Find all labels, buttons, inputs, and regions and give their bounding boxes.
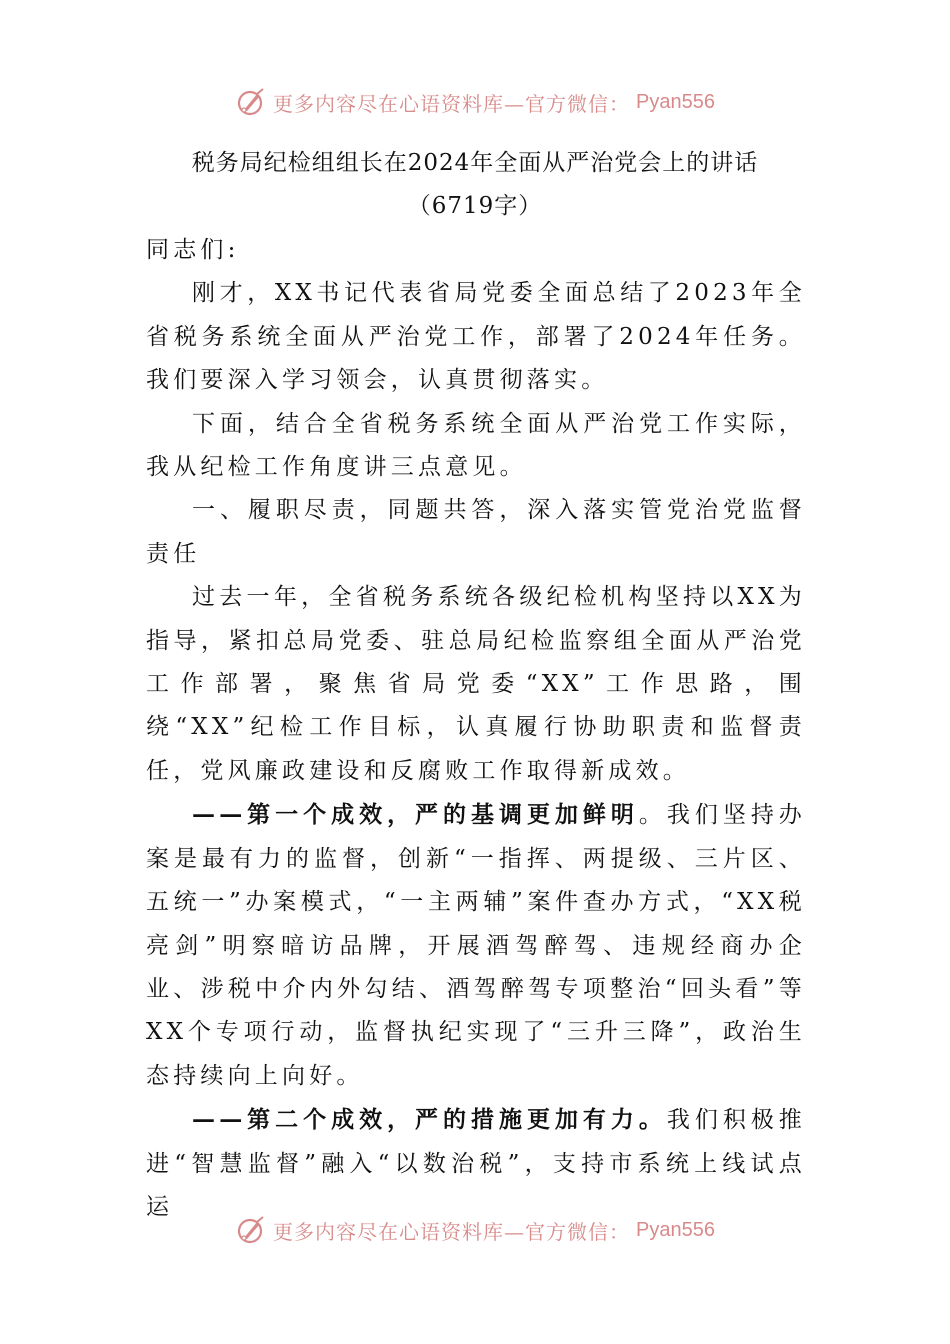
watermark-contact: Pyan556 <box>636 1218 715 1241</box>
document-title: 税务局纪检组组长在2024年全面从严治党会上的讲话 <box>191 150 759 176</box>
paragraph-achievement-2 <box>146 1098 806 1229</box>
paragraph-achievement-1 <box>146 793 806 1098</box>
achievement-2-heading: ——第二个成效，严的措施更加有力。 <box>192 1106 667 1134</box>
paragraph-intro: 刚才，XX书记代表省局党委全面总结了2023年全省税务系统全面从严治党工作，部署了2024年任务。我们要深入学习领会，认真贯彻落实。 <box>146 280 806 394</box>
achievement-1-heading: ——第一个成效，严的基调更加鲜明 <box>192 801 639 829</box>
paragraph-outline: 下面，结合全省税务系统全面从严治党工作实际，我从纪检工作角度讲三点意见。 <box>146 410 806 481</box>
watermark-header <box>0 84 950 120</box>
document-body <box>146 229 806 1229</box>
watermark-text: 更多内容尽在心语资料库—官方微信： <box>273 91 631 116</box>
watermark-contact: Pyan556 <box>636 90 715 113</box>
paragraph-review: 过去一年，全省税务系统各级纪检机构坚持以XX为指导，紧扣总局党委、驻总局纪检监察组全面从严治党工作部署，聚焦省局党委“XX”工作思路，围绕“XX”纪检工作目标，认真履行协助职责和监督责任，党风廉政建设和反腐败工作取得新成效。 <box>146 584 806 784</box>
section-heading-1: 一、履职尽责，同题共答，深入落实管党治党监督责任 <box>146 497 806 567</box>
salutation: 同志们: <box>146 237 240 263</box>
watermark-footer <box>0 1212 950 1248</box>
achievement-2-text: 我们积极推进“智慧监督”融入“以数治税”，支持市系统上线试点运 <box>146 1107 806 1220</box>
quill-logo-icon <box>235 1214 267 1246</box>
achievement-1-text: 。我们坚持办案是最有力的监督，创新“一指挥、两提级、三片区、五统一”办案模式，“一主两辅”案件查办方式，“XX税亮剑”明察暗访品牌，开展酒驾醉驾、违规经商办企业、涉税中介内外勾结、酒驾醉驾专项整治“回头看”等XX个专项行动，监督执纪实现了“三升三降”，政治生态持续向上向好。 <box>146 802 807 1089</box>
watermark-text: 更多内容尽在心语资料库—官方微信： <box>273 1219 631 1244</box>
quill-logo-icon <box>235 86 267 118</box>
document-subtitle: （6719字） <box>407 193 543 219</box>
